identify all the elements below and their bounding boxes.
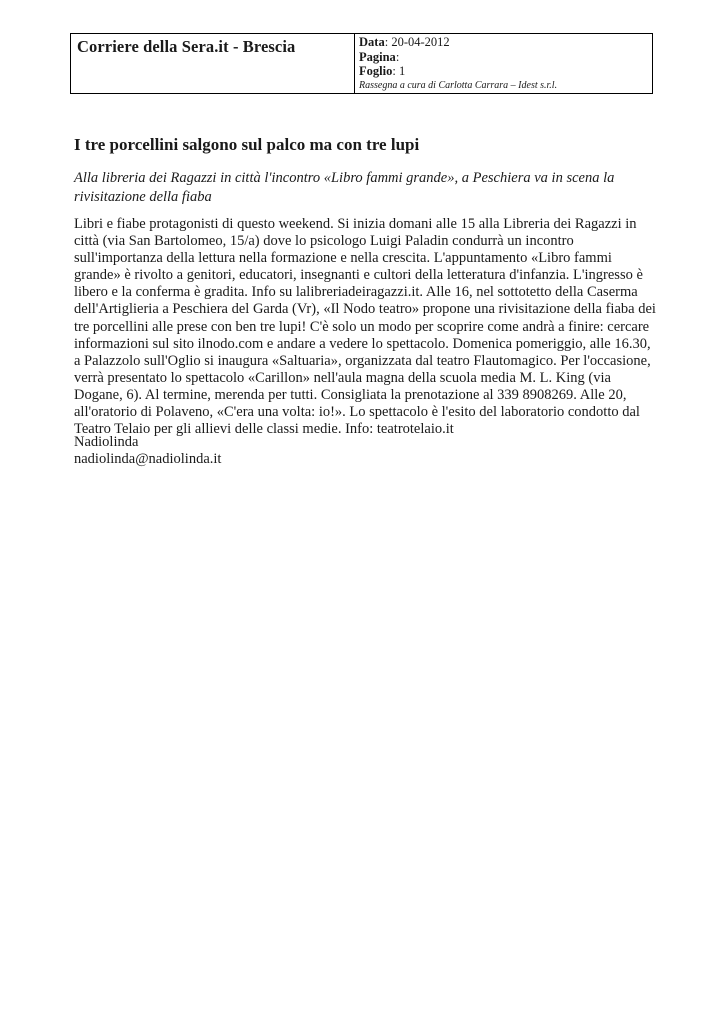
date-value: 20-04-2012 <box>391 35 450 49</box>
page-row: Pagina: <box>359 49 400 64</box>
article-author: Nadiolinda <box>74 434 139 450</box>
publication-title: Corriere della Sera.it - Brescia <box>77 37 296 56</box>
article-title: I tre porcellini salgono sul palco ma con tre lupi <box>74 135 420 154</box>
metadata-cell <box>355 34 557 93</box>
sheet-value: 1 <box>398 64 406 78</box>
document-header <box>70 33 653 94</box>
credit-line: Rassegna a cura di Carlotta Carrara – Idest s.r.l. <box>359 79 558 91</box>
author-email: nadiolinda@nadiolinda.it <box>74 451 222 467</box>
date-label: Data <box>359 35 385 49</box>
article-subtitle: Alla libreria dei Ragazzi in città l'incontro «Libro fammi grande», a Peschiera va in scena la rivisitazione della fiaba <box>74 170 615 205</box>
article-body: Libri e fiabe protagonisti di questo weekend. Si inizia domani alle 15 alla Libreria dei Ragazzi in città (via San Bartolomeo, 15/a) dove lo psicologo Luigi Paladin condurrà un incontro sull'importanza della lettura nella formazione e nella crescita. L'appuntamento «Libro fammi grande» è rivolto a genitori, educatori, insegnanti e cultori della letteratura d'infanzia. L'ingresso è libero e la conferma è gradita. Info su lalibreriadeiragazzi.it. Alle 16, nel sottotetto della Caserma dell'Artiglieria a Peschiera del Garda (Vr), «Il Nodo teatro» propone una rivisitazione della fiaba dei tre porcellini alle prese con ben tre lupi! C'è solo un modo per scoprire come andrà a finire: cercare informazioni sul sito ilnodo.com e andare a vedere lo spettacolo. Domenica pomeriggio, alle 16.30, a Palazzolo sull'Oglio si inaugura «Saltuaria», organizzata dal teatro Flautomagico. Per l'occasione, verrà presentato lo spettacolo «Carillon» nell'aula magna della scuola media M. L. King (via Dogane, 6). Al termine, merenda per tutti. Consigliata la prenotazione al 339 8908269. Alle 20, all'oratorio di Polaveno, «C'era una volta: io!». Lo spettacolo è l'esito del laboratorio condotto dal Teatro Telaio per gli allievi delle classi medie. Info: teatrotelaio.it <box>74 216 656 438</box>
date-row: Data: 20-04-2012 <box>359 35 450 49</box>
sheet-row: Foglio: 1 <box>359 64 406 78</box>
page-label: Pagina <box>359 49 396 64</box>
sheet-label: Foglio <box>359 64 393 78</box>
publication-cell <box>71 34 355 93</box>
